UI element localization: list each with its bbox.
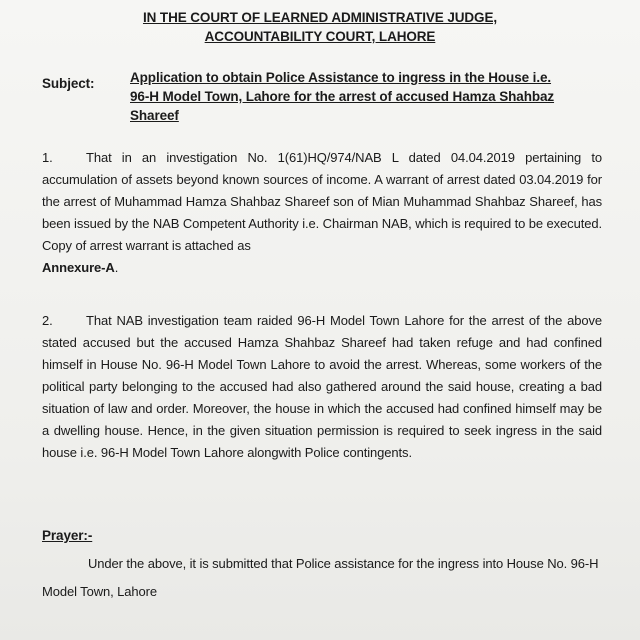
paragraph-1	[42, 147, 602, 279]
paragraph-1-number: 1.	[42, 150, 53, 165]
paragraph-2-text: That NAB investigation team raided 96-H Model Town Lahore for the arrest of the above stated accused but the accused Hamza Shahbaz Shareef had taken refuge and had confined himself in House No. 96-H Model Town Lahore to avoid the arrest. Whereas, some workers of the political party belonging to the accused had also gathered around the said house, creating a bad situation of law and order. Moreover, the house in which the accused had confined himself may be a dwelling house. Hence, in the given situation permission is required to seek ingress in the said house i.e. 96-H Model Town Lahore alongwith Police contingents.	[42, 313, 602, 460]
paragraph-2-number: 2.	[42, 313, 53, 328]
subject-label: Subject:	[42, 76, 95, 91]
paragraph-1-tail: .	[114, 260, 119, 275]
court-title-line-1: IN THE COURT OF LEARNED ADMINISTRATIVE JUDGE,	[142, 10, 497, 25]
prayer-text-block	[42, 550, 602, 606]
subject-text: Application to obtain Police Assistance to ingress in the House i.e. 96-H Model Town, Lahore for the arrest of accused Hamza Shahbaz Shareef	[130, 70, 555, 123]
annexure-reference: Annexure-A	[42, 260, 115, 275]
prayer-heading: Prayer:-	[42, 528, 93, 543]
paragraph-1-text: That in an investigation No. 1(61)HQ/974/NAB L dated 04.04.2019 pertaining to accumulation of assets beyond known sources of income. A warrant of arrest dated 03.04.2019 for the arrest of Muhammad Hamza Shahbaz Shareef son of Mian Muhammad Shahbaz Shareef, has been issued by the NAB Competent Authority i.e. Chairman NAB, which is required to be executed. Copy of arrest warrant is attached as	[42, 150, 602, 253]
prayer-text: Under the above, it is submitted that Police assistance for the ingress into House No. 96-H Model Town, Lahore	[42, 556, 599, 599]
paragraph-2	[42, 310, 602, 464]
court-title-line-2: ACCOUNTABILITY COURT, LAHORE	[204, 29, 436, 44]
